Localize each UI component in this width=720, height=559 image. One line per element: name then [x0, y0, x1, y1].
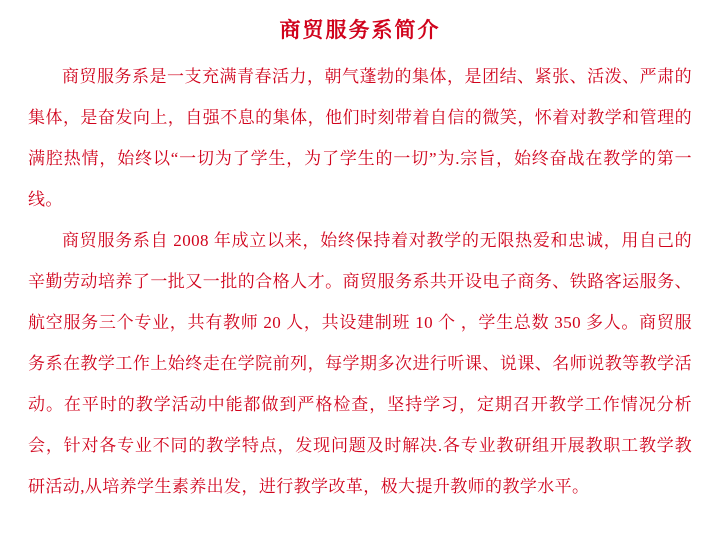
page-title: 商贸服务系简介 [279, 18, 441, 42]
document-body [28, 56, 692, 507]
paragraph-1: 商贸服务系是一支充满青春活力，朝气蓬勃的集体，是团结、紧张、活泼、严肃的集体，是奋发向上，自强不息的集体，他们时刻带着自信的微笑，怀着对教学和管理的满腔热情，始终以“一切为了学生，为了学生的一切”为.宗旨，始终奋战在教学的第一线。 [28, 67, 692, 209]
paragraph-2: 商贸服务系自 2008 年成立以来，始终保持着对教学的无限热爱和忠诚，用自己的辛勤劳动培养了一批又一批的合格人才。商贸服务系共开设电子商务、铁路客运服务、航空服务三个专业，共有教师 20 人，共设建制班 10 个 ，学生总数 350 多人。商贸服务系在教学工作上始终走在学院前列，每学期多次进行听课、说课、名师说教等教学活动。在平时的教学活动中能都做到严格检查，坚持学习，定期召开教学工作情况分析会，针对各专业不同的教学特点，发现问题及时解决.各专业教研组开展教职工教学教研活动,从培养学生素养出发，进行教学改革，极大提升教师的教学水平。 [28, 231, 692, 496]
